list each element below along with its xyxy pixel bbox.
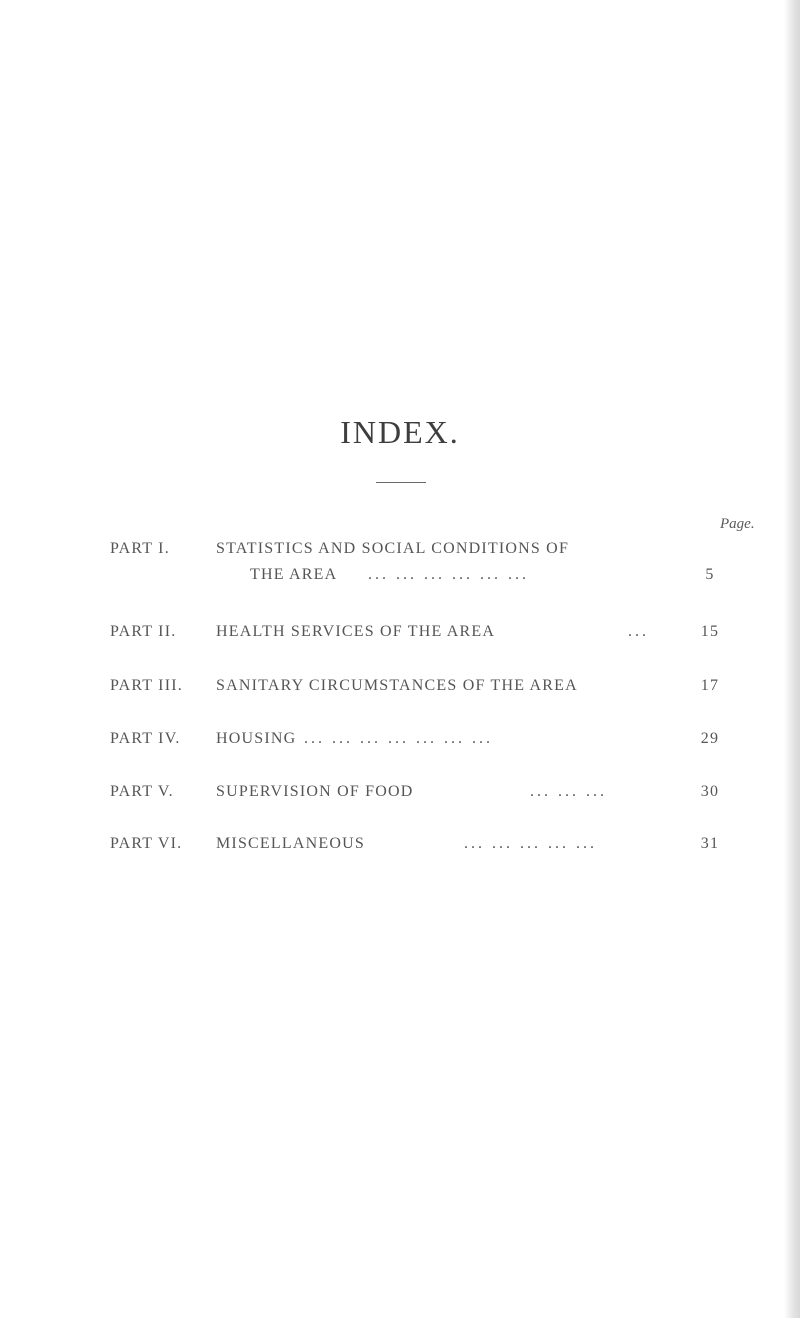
entry-title: MISCELLANEOUS xyxy=(216,835,365,852)
leader-dots: ... ... ... ... ... ... xyxy=(368,566,529,583)
entry-title: HOUSING xyxy=(216,730,297,747)
page-number: 29 xyxy=(700,730,720,747)
part-label: PART I. xyxy=(110,540,170,557)
entry-title: STATISTICS AND SOCIAL CONDITIONS OF xyxy=(216,540,570,557)
index-entry-part-5[interactable] xyxy=(0,783,800,803)
index-entry-part-4[interactable] xyxy=(0,730,800,750)
part-label: PART IV. xyxy=(110,730,181,747)
part-label: PART II. xyxy=(110,623,177,640)
leader-dots: ... ... ... ... ... ... ... xyxy=(304,730,493,747)
leader-dots: ... ... ... xyxy=(530,783,607,800)
entry-title: SANITARY CIRCUMSTANCES OF THE AREA xyxy=(216,677,578,694)
title-rule xyxy=(376,482,426,483)
page-number: 30 xyxy=(700,783,720,800)
page-number: 31 xyxy=(700,835,720,852)
index-entry-part-2[interactable] xyxy=(0,623,800,643)
page-number: 5 xyxy=(705,566,715,583)
index-entry-part-1-continued[interactable] xyxy=(0,566,800,586)
leader-dots: ... ... ... ... ... xyxy=(464,835,597,852)
entry-title: HEALTH SERVICES OF THE AREA xyxy=(216,623,496,640)
page-number: 17 xyxy=(700,677,720,694)
part-label: PART III. xyxy=(110,677,183,694)
index-entry-part-6[interactable] xyxy=(0,835,800,855)
part-label: PART V. xyxy=(110,783,174,800)
leader-dots: ... xyxy=(628,623,649,640)
index-entry-part-3[interactable] xyxy=(0,677,800,697)
page-edge-shadow xyxy=(784,0,800,1318)
entry-title: SUPERVISION OF FOOD xyxy=(216,783,414,800)
index-entry-part-1[interactable] xyxy=(0,540,800,560)
part-label: PART VI. xyxy=(110,835,183,852)
page-title: INDEX. xyxy=(340,414,460,450)
entry-title-continued: THE AREA xyxy=(250,566,338,583)
page-number: 15 xyxy=(700,623,720,640)
page-column-heading: Page. xyxy=(720,516,755,532)
